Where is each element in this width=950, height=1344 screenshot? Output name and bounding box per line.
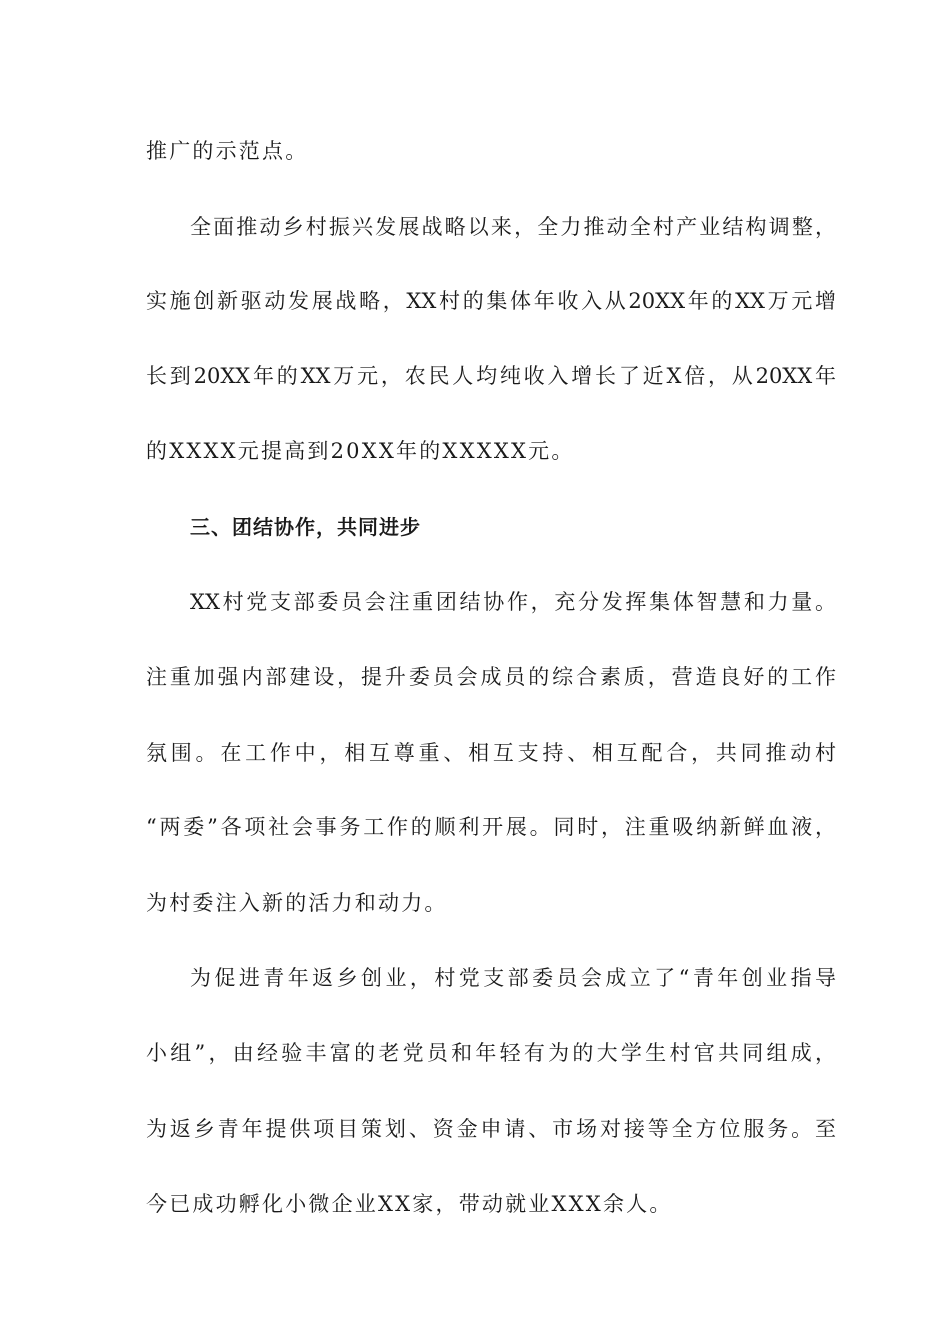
paragraph-line: 注重加强内部建设，提升委员会成员的综合素质，营造良好的工作 bbox=[146, 665, 836, 689]
section-heading: 三、团结协作，共同进步 bbox=[190, 515, 421, 539]
paragraph-line: 小组”，由经验丰富的老党员和年轻有为的大学生村官共同组成， bbox=[146, 1041, 836, 1065]
paragraph-line: 氛围。在工作中，相互尊重、相互支持、相互配合，共同推动村 bbox=[146, 741, 836, 765]
paragraph-line: 的XXXX元提高到20XX年的XXXXX元。 bbox=[146, 439, 575, 463]
paragraph-line: 为促进青年返乡创业，村党支部委员会成立了“青年创业指导 bbox=[190, 966, 836, 990]
paragraph-line: 推广的示范点。 bbox=[146, 139, 309, 163]
paragraph-line: 为返乡青年提供项目策划、资金申请、市场对接等全方位服务。至 bbox=[146, 1117, 836, 1141]
paragraph-line: 实施创新驱动发展战略，XX村的集体年收入从20XX年的XX万元增 bbox=[146, 289, 836, 313]
paragraph-line: “两委”各项社会事务工作的顺利开展。同时，注重吸纳新鲜血液， bbox=[146, 815, 836, 839]
paragraph-line: 今已成功孵化小微企业XX家，带动就业XXX余人。 bbox=[146, 1192, 673, 1216]
paragraph-line: 长到20XX年的XX万元，农民人均纯收入增长了近X倍，从20XX年 bbox=[146, 364, 836, 388]
paragraph-line: 为村委注入新的活力和动力。 bbox=[146, 891, 448, 915]
paragraph-line: XX村党支部委员会注重团结协作，充分发挥集体智慧和力量。 bbox=[190, 590, 836, 614]
paragraph-line: 全面推动乡村振兴发展战略以来，全力推动全村产业结构调整， bbox=[190, 215, 836, 239]
